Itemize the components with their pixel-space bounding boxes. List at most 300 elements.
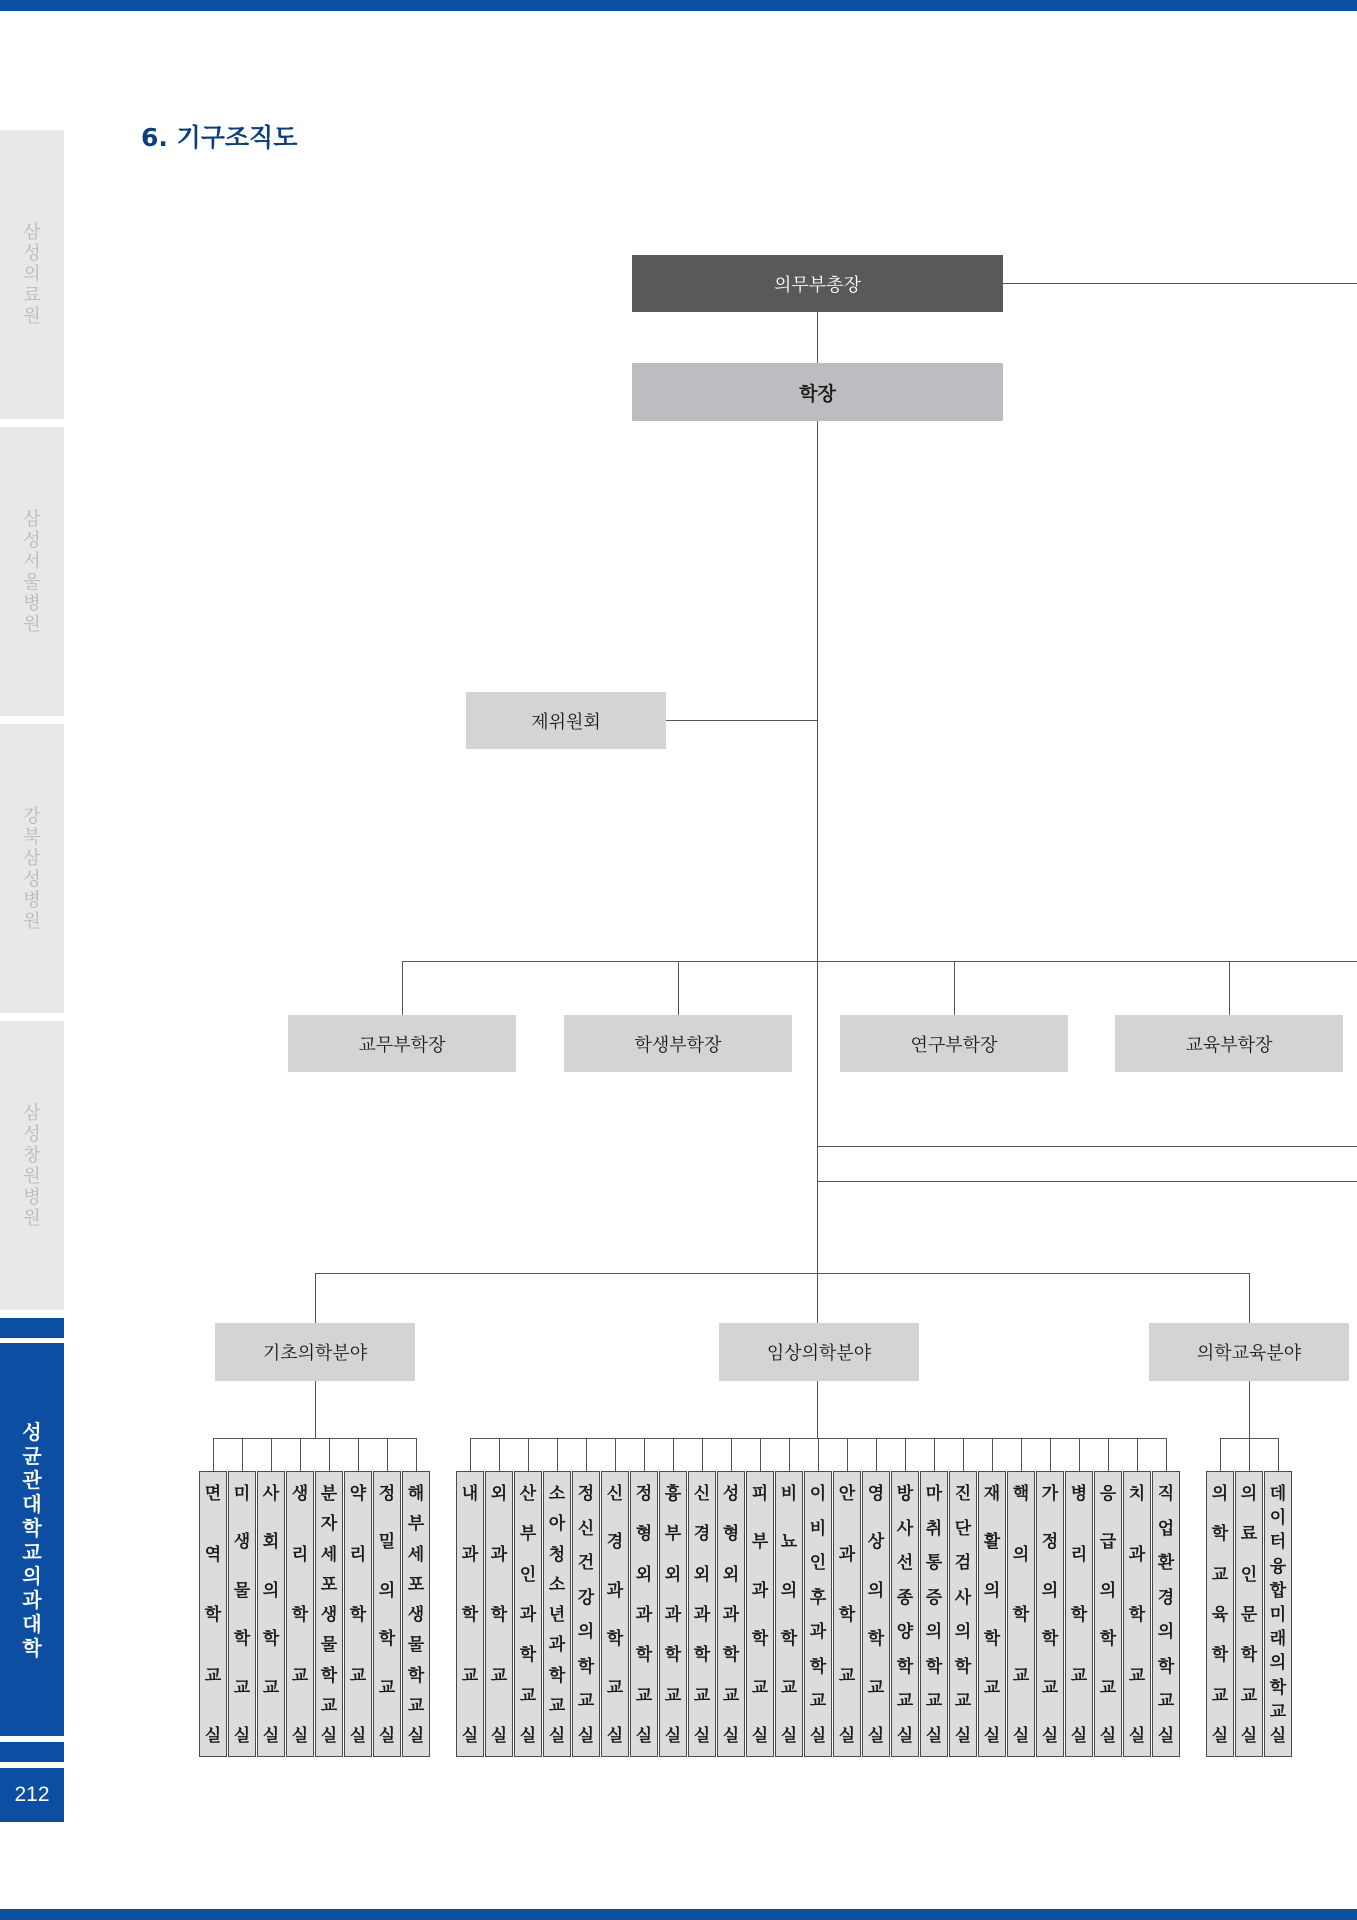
department-char: 교 xyxy=(1269,1701,1287,1722)
department-char: 교 xyxy=(664,1685,682,1706)
side-tab-samsung-medical[interactable] xyxy=(0,130,64,419)
department-char: 교 xyxy=(780,1677,798,1698)
department-char: 교 xyxy=(1157,1691,1175,1712)
department-drop-line xyxy=(387,1438,388,1471)
department-char: 교 xyxy=(983,1677,1001,1698)
department-char: 실 xyxy=(1041,1725,1059,1746)
department-char: 학 xyxy=(780,1629,798,1650)
department-box xyxy=(456,1471,484,1757)
department-box xyxy=(572,1471,600,1757)
department-char: 역 xyxy=(204,1544,222,1565)
department-char: 부 xyxy=(664,1524,682,1545)
side-tab-samsung-seoul[interactable] xyxy=(0,427,64,716)
department-char: 과 xyxy=(838,1544,856,1565)
department-drop-line xyxy=(329,1438,330,1471)
department-drop-line xyxy=(934,1438,935,1471)
department-char: 재 xyxy=(983,1484,1001,1504)
department-char: 실 xyxy=(1070,1726,1088,1746)
department-char: 정 xyxy=(577,1484,595,1504)
department-drop-line xyxy=(1079,1438,1080,1471)
side-tab-label: 삼성서울병원 xyxy=(23,508,41,635)
department-char: 학 xyxy=(349,1605,367,1625)
department-char: 과 xyxy=(809,1622,827,1643)
department-char: 생 xyxy=(407,1605,425,1625)
department-drop-line xyxy=(557,1438,558,1471)
department-char: 밀 xyxy=(378,1532,396,1553)
side-tab-label: 성균관대학교 의과대학 xyxy=(22,1419,42,1660)
department-char: 학 xyxy=(204,1605,222,1625)
department-char: 실 xyxy=(954,1725,972,1746)
department-char: 성 xyxy=(722,1484,740,1504)
department-char: 터 xyxy=(1269,1532,1287,1553)
active-tab-top-strip xyxy=(0,1318,64,1338)
department-char: 교 xyxy=(867,1677,885,1698)
department-char: 의 xyxy=(1099,1580,1117,1601)
department-char: 외 xyxy=(635,1564,653,1585)
department-char: 교 xyxy=(693,1685,711,1706)
department-char: 학 xyxy=(1211,1645,1229,1666)
department-char: 신 xyxy=(577,1518,595,1539)
department-char: 형 xyxy=(722,1524,740,1545)
department-box xyxy=(228,1471,256,1757)
department-char: 학 xyxy=(1240,1645,1258,1666)
department-char: 생 xyxy=(291,1484,309,1504)
department-char: 실 xyxy=(490,1726,508,1746)
department-drop-line xyxy=(644,1438,645,1471)
org-box-vice-president xyxy=(632,255,1003,312)
department-char: 실 xyxy=(204,1726,222,1746)
department-char: 교 xyxy=(925,1691,943,1712)
department-char: 신 xyxy=(606,1484,624,1504)
department-char: 병 xyxy=(1070,1484,1088,1504)
department-char: 학 xyxy=(838,1605,856,1625)
department-char: 실 xyxy=(548,1726,566,1746)
department-char: 의 xyxy=(1157,1622,1175,1643)
department-char: 학 xyxy=(490,1605,508,1625)
department-char: 과 xyxy=(751,1580,769,1601)
department-char: 교 xyxy=(606,1677,624,1698)
department-char: 실 xyxy=(925,1725,943,1746)
department-char: 학 xyxy=(635,1645,653,1666)
org-box-label: 학장 xyxy=(799,382,836,405)
department-char: 교 xyxy=(233,1677,251,1698)
department-char: 사 xyxy=(896,1518,914,1539)
department-char: 교 xyxy=(1211,1685,1229,1706)
department-box xyxy=(862,1471,890,1757)
department-char: 건 xyxy=(577,1553,595,1574)
department-char: 영 xyxy=(867,1484,885,1504)
department-char: 학 xyxy=(577,1656,595,1677)
department-char: 부 xyxy=(519,1524,537,1545)
department-char: 비 xyxy=(809,1518,827,1539)
department-char: 정 xyxy=(1041,1532,1059,1553)
department-char: 증 xyxy=(925,1587,943,1608)
department-box xyxy=(1235,1471,1263,1757)
department-char: 실 xyxy=(378,1725,396,1746)
department-char: 회 xyxy=(262,1532,280,1553)
department-char: 외 xyxy=(693,1564,711,1585)
department-char: 학 xyxy=(407,1665,425,1686)
department-char: 물 xyxy=(233,1580,251,1601)
department-char: 교 xyxy=(519,1685,537,1706)
department-char: 산 xyxy=(519,1484,537,1504)
org-box-committees xyxy=(466,692,666,749)
department-box xyxy=(1094,1471,1122,1757)
org-box-label: 학생부학장 xyxy=(634,1034,722,1056)
department-char: 교 xyxy=(548,1695,566,1716)
department-char: 교 xyxy=(490,1665,508,1686)
department-char: 치 xyxy=(1128,1484,1146,1504)
department-char: 교 xyxy=(809,1691,827,1712)
department-char: 활 xyxy=(983,1532,1001,1553)
department-drop-line xyxy=(358,1438,359,1471)
education-stem xyxy=(1249,1381,1250,1438)
department-drop-line xyxy=(847,1438,848,1471)
department-char: 포 xyxy=(407,1574,425,1595)
department-char: 세 xyxy=(320,1544,338,1565)
department-char: 마 xyxy=(925,1484,943,1504)
department-char: 단 xyxy=(954,1518,972,1539)
department-char: 의 xyxy=(983,1580,1001,1601)
department-drop-line xyxy=(416,1438,417,1471)
department-char: 의 xyxy=(925,1622,943,1643)
department-box xyxy=(1123,1471,1151,1757)
department-char: 학 xyxy=(262,1629,280,1650)
department-box xyxy=(402,1471,430,1757)
department-char: 신 xyxy=(693,1484,711,1504)
department-char: 미 xyxy=(233,1484,251,1504)
department-char: 학 xyxy=(378,1629,396,1650)
department-char: 부 xyxy=(407,1514,425,1535)
org-box-label: 의학교육분야 xyxy=(1196,1343,1302,1364)
department-branch-line xyxy=(1220,1438,1279,1439)
department-char: 실 xyxy=(1099,1725,1117,1746)
department-char: 외 xyxy=(490,1484,508,1504)
department-char: 아 xyxy=(548,1514,566,1535)
department-drop-line xyxy=(789,1438,790,1471)
org-box-label: 기초의학분야 xyxy=(262,1343,368,1364)
department-char: 학 xyxy=(867,1629,885,1650)
department-char: 실 xyxy=(838,1726,856,1746)
department-drop-line xyxy=(1249,1438,1250,1471)
department-box xyxy=(1264,1471,1292,1757)
department-char: 학 xyxy=(751,1629,769,1650)
department-char: 과 xyxy=(693,1604,711,1625)
department-box xyxy=(833,1471,861,1757)
department-drop-line xyxy=(1220,1438,1221,1471)
org-box-dean xyxy=(632,363,1003,421)
department-char: 교 xyxy=(461,1665,479,1686)
department-char: 실 xyxy=(577,1725,595,1746)
department-char: 교 xyxy=(1128,1665,1146,1686)
department-char: 의 xyxy=(1240,1484,1258,1504)
side-tab-label: 삼성의료원 xyxy=(23,222,41,327)
department-char: 업 xyxy=(1157,1518,1175,1539)
department-char: 학 xyxy=(1070,1605,1088,1625)
department-char: 실 xyxy=(349,1726,367,1746)
department-char: 교 xyxy=(378,1677,396,1698)
department-branch-line xyxy=(470,1438,1167,1439)
department-char: 과 xyxy=(664,1604,682,1625)
department-char: 선 xyxy=(896,1553,914,1574)
department-char: 실 xyxy=(1211,1725,1229,1746)
side-tab-label: 삼성창원병원 xyxy=(23,1102,41,1229)
department-char: 교 xyxy=(291,1665,309,1686)
department-char: 학 xyxy=(1269,1677,1287,1698)
department-char: 학 xyxy=(664,1645,682,1666)
department-char: 학 xyxy=(693,1645,711,1666)
department-box xyxy=(257,1471,285,1757)
department-char: 의 xyxy=(867,1580,885,1601)
department-drop-line xyxy=(271,1438,272,1471)
main-spine-line xyxy=(817,312,818,1439)
org-box-label: 교육부학장 xyxy=(1185,1034,1273,1056)
department-box xyxy=(891,1471,919,1757)
department-char: 뇨 xyxy=(780,1532,798,1553)
department-box xyxy=(1007,1471,1035,1757)
department-char: 실 xyxy=(262,1725,280,1746)
department-char: 가 xyxy=(1041,1484,1059,1504)
department-char: 료 xyxy=(1240,1524,1258,1545)
department-char: 경 xyxy=(606,1532,624,1553)
field-branch-line xyxy=(315,1273,1249,1274)
department-char: 흉 xyxy=(664,1484,682,1504)
department-box xyxy=(485,1471,513,1757)
department-char: 데 xyxy=(1269,1484,1287,1504)
department-char: 비 xyxy=(780,1484,798,1504)
department-char: 이 xyxy=(1269,1508,1287,1529)
department-char: 핵 xyxy=(1012,1484,1030,1504)
department-char: 학 xyxy=(1157,1656,1175,1677)
department-box xyxy=(286,1471,314,1757)
department-char: 부 xyxy=(751,1532,769,1553)
department-drop-line xyxy=(1137,1438,1138,1471)
department-box xyxy=(978,1471,1006,1757)
department-char: 실 xyxy=(751,1725,769,1746)
department-box xyxy=(514,1471,542,1757)
department-char: 실 xyxy=(461,1726,479,1746)
department-char: 교 xyxy=(751,1677,769,1698)
right-branch-line-1 xyxy=(817,1146,1357,1147)
department-char: 실 xyxy=(606,1725,624,1746)
department-char: 의 xyxy=(1211,1484,1229,1504)
department-char: 학 xyxy=(983,1629,1001,1650)
department-char: 경 xyxy=(693,1524,711,1545)
org-box-vice-dean-research xyxy=(840,1015,1068,1072)
department-char: 학 xyxy=(519,1645,537,1666)
department-drop-line xyxy=(586,1438,587,1471)
department-char: 과 xyxy=(1128,1544,1146,1565)
department-char: 과 xyxy=(606,1580,624,1601)
department-char: 생 xyxy=(320,1605,338,1625)
vice-dean-drop-3 xyxy=(954,961,955,1015)
department-char: 강 xyxy=(577,1587,595,1608)
department-char: 학 xyxy=(548,1665,566,1686)
department-char: 물 xyxy=(407,1635,425,1656)
field-drop-education xyxy=(1249,1273,1250,1323)
department-char: 실 xyxy=(635,1725,653,1746)
department-box xyxy=(1152,1471,1180,1757)
department-char: 교 xyxy=(722,1685,740,1706)
department-drop-line xyxy=(300,1438,301,1471)
department-char: 교 xyxy=(635,1685,653,1706)
department-char: 취 xyxy=(925,1518,943,1539)
department-char: 환 xyxy=(1157,1553,1175,1574)
department-drop-line xyxy=(528,1438,529,1471)
department-char: 정 xyxy=(378,1484,396,1504)
department-char: 학 xyxy=(925,1656,943,1677)
department-char: 안 xyxy=(838,1484,856,1504)
department-box xyxy=(1036,1471,1064,1757)
department-char: 이 xyxy=(809,1484,827,1504)
department-char: 학 xyxy=(954,1656,972,1677)
department-char: 실 xyxy=(1269,1725,1287,1746)
department-char: 교 xyxy=(204,1665,222,1686)
field-drop-basic xyxy=(315,1273,316,1323)
department-char: 진 xyxy=(954,1484,972,1504)
department-char: 청 xyxy=(548,1544,566,1565)
department-char: 분 xyxy=(320,1484,338,1504)
department-drop-line xyxy=(702,1438,703,1471)
department-char: 교 xyxy=(896,1691,914,1712)
side-tab-kangbuk-samsung[interactable] xyxy=(0,724,64,1013)
department-char: 실 xyxy=(664,1725,682,1746)
department-box xyxy=(804,1471,832,1757)
side-tab-label: 강북삼성병원 xyxy=(23,805,41,932)
department-char: 과 xyxy=(548,1635,566,1656)
department-char: 약 xyxy=(349,1484,367,1504)
department-char: 학 xyxy=(606,1629,624,1650)
department-char: 인 xyxy=(809,1553,827,1574)
department-drop-line xyxy=(470,1438,471,1471)
department-char: 과 xyxy=(635,1604,653,1625)
department-char: 피 xyxy=(751,1484,769,1504)
department-char: 자 xyxy=(320,1514,338,1535)
department-char: 검 xyxy=(954,1553,972,1574)
department-char: 실 xyxy=(291,1726,309,1746)
department-char: 리 xyxy=(349,1544,367,1565)
department-box xyxy=(315,1471,343,1757)
department-char: 의 xyxy=(1012,1544,1030,1565)
department-drop-line xyxy=(992,1438,993,1471)
department-char: 학 xyxy=(896,1656,914,1677)
department-char: 과 xyxy=(519,1604,537,1625)
department-char: 학 xyxy=(233,1629,251,1650)
department-char: 경 xyxy=(1157,1587,1175,1608)
department-char: 학 xyxy=(1099,1629,1117,1650)
department-char: 실 xyxy=(1128,1726,1146,1746)
department-char: 합 xyxy=(1269,1580,1287,1601)
committee-line xyxy=(666,720,817,721)
department-char: 실 xyxy=(233,1725,251,1746)
department-char: 방 xyxy=(896,1484,914,1504)
org-box-label: 교무부학장 xyxy=(358,1034,446,1056)
active-tab-bottom-strip xyxy=(0,1742,64,1762)
department-char: 교 xyxy=(838,1665,856,1686)
department-box xyxy=(199,1471,227,1757)
department-char: 실 xyxy=(693,1725,711,1746)
org-box-vice-dean-education xyxy=(1115,1015,1343,1072)
department-char: 교 xyxy=(1240,1685,1258,1706)
department-char: 교 xyxy=(1211,1564,1229,1585)
department-char: 실 xyxy=(896,1725,914,1746)
department-branch-line xyxy=(213,1438,417,1439)
department-char: 교 xyxy=(349,1665,367,1686)
department-drop-line xyxy=(731,1438,732,1471)
department-drop-line xyxy=(499,1438,500,1471)
org-box-label: 제위원회 xyxy=(531,711,601,733)
department-char: 과 xyxy=(490,1544,508,1565)
right-branch-line-2 xyxy=(817,1181,1357,1182)
vice-dean-drop-4 xyxy=(1229,961,1230,1015)
department-drop-line xyxy=(818,1438,819,1471)
department-char: 미 xyxy=(1269,1604,1287,1625)
department-char: 년 xyxy=(548,1605,566,1625)
side-tab-skku-medicine[interactable] xyxy=(0,1343,64,1736)
department-drop-line xyxy=(963,1438,964,1471)
org-box-vice-dean-academic xyxy=(288,1015,516,1072)
department-char: 육 xyxy=(1211,1604,1229,1625)
department-box xyxy=(775,1471,803,1757)
department-drop-line xyxy=(1278,1438,1279,1471)
org-box-vice-dean-student xyxy=(564,1015,792,1072)
department-drop-line xyxy=(1108,1438,1109,1471)
department-char: 실 xyxy=(867,1725,885,1746)
department-char: 응 xyxy=(1099,1484,1117,1504)
department-char: 의 xyxy=(378,1580,396,1601)
department-box xyxy=(543,1471,571,1757)
department-drop-line xyxy=(1021,1438,1022,1471)
department-char: 학 xyxy=(1041,1629,1059,1650)
department-char: 실 xyxy=(983,1725,1001,1746)
department-char: 통 xyxy=(925,1553,943,1574)
department-char: 교 xyxy=(577,1691,595,1712)
department-char: 학 xyxy=(461,1605,479,1625)
department-box xyxy=(949,1471,977,1757)
department-char: 정 xyxy=(635,1484,653,1504)
department-char: 소 xyxy=(548,1484,566,1504)
org-box-label: 임상의학분야 xyxy=(766,1343,872,1364)
department-char: 학 xyxy=(722,1645,740,1666)
department-char: 교 xyxy=(262,1677,280,1698)
department-char: 교 xyxy=(1070,1665,1088,1686)
department-box xyxy=(1065,1471,1093,1757)
department-char: 학 xyxy=(809,1656,827,1677)
top-right-line xyxy=(1003,283,1357,284)
department-char: 해 xyxy=(407,1484,425,1504)
department-box xyxy=(344,1471,372,1757)
department-char: 실 xyxy=(519,1725,537,1746)
department-char: 후 xyxy=(809,1587,827,1608)
department-char: 학 xyxy=(291,1605,309,1625)
org-box-label: 의무부총장 xyxy=(774,274,861,296)
department-char: 학 xyxy=(1128,1605,1146,1625)
department-char: 교 xyxy=(1012,1665,1030,1686)
department-char: 사 xyxy=(262,1484,280,1504)
vice-dean-drop-2 xyxy=(678,961,679,1015)
department-drop-line xyxy=(760,1438,761,1471)
org-box-clinical-medicine xyxy=(719,1323,919,1381)
department-char: 의 xyxy=(780,1580,798,1601)
side-tab-samsung-changwon[interactable] xyxy=(0,1021,64,1310)
department-char: 물 xyxy=(320,1635,338,1656)
department-char: 세 xyxy=(407,1544,425,1565)
department-char: 의 xyxy=(577,1622,595,1643)
department-drop-line xyxy=(876,1438,877,1471)
department-char: 교 xyxy=(1041,1677,1059,1698)
vice-dean-drop-1 xyxy=(402,961,403,1015)
department-char: 면 xyxy=(204,1484,222,1504)
